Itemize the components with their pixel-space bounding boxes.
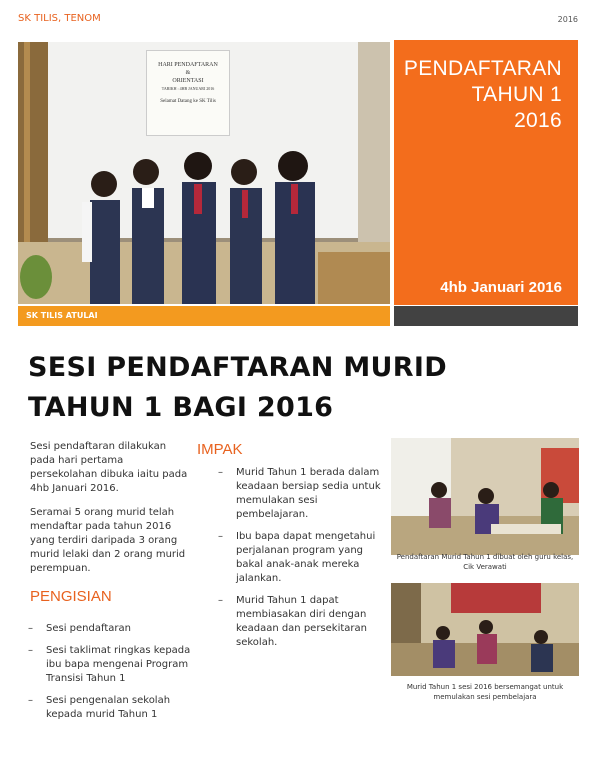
- intro-paragraph-2: Seramai 5 orang murid telah mendaftar pada tahun 2016 yang terdiri daripada 3 orang murid lelaki dan 2 orang murid perempuan.: [30, 507, 186, 574]
- impak-heading: IMPAK: [197, 441, 243, 458]
- classroom-photo: [391, 583, 579, 676]
- sign-line-5: Selamat Datang ke SK Tilis: [160, 99, 216, 104]
- photo2-caption: Pendaftaran Murid Tahun 1 dibuat oleh guru kelas, Cik Verawati: [396, 553, 574, 571]
- registration-photo: [391, 438, 579, 555]
- sign-line-4: TARIKH : 4HB JANUARI 2016: [161, 86, 215, 91]
- sign-line-3: ORIENTASI: [172, 78, 204, 84]
- list-item: – Sesi taklimat ringkas kepada ibu bapa mengenai Program Transisi Tahun 1: [28, 644, 198, 686]
- list-item: – Ibu bapa dapat mengetahui perjalanan program yang bakal anak-anak mereka jalankan.: [218, 530, 388, 586]
- pengisian-heading: PENGISIAN: [30, 588, 112, 605]
- hero-date: 4hb Januari 2016: [440, 279, 562, 296]
- list-item: – Murid Tahun 1 berada dalam keadaan bersiap sedia untuk memulakan sesi pembelajaran.: [218, 466, 388, 522]
- school-name: SK TILIS, TENOM: [18, 13, 101, 24]
- main-photo: [18, 42, 390, 304]
- sign-line-1: HARI PENDAFTARAN: [158, 62, 218, 68]
- intro-paragraph-1: Sesi pendaftaran dilakukan pada hari pertama persekolahan dibuka iaitu pada 4hb Januari 2016.: [30, 441, 188, 494]
- hero-title-line-3: 2016: [514, 109, 562, 132]
- photo3-caption: Murid Tahun 1 sesi 2016 bersemangat untuk memulakan sesi pembelajara: [406, 683, 564, 701]
- headline-line-2: TAHUN 1 BAGI 2016: [28, 392, 334, 423]
- list-item: – Sesi pengenalan sekolah kepada murid Tahun 1: [28, 694, 198, 722]
- list-item: – Murid Tahun 1 dapat membiasakan diri dengan keadaan dan persekitaran sekolah.: [218, 594, 388, 650]
- page-headline: [28, 348, 488, 428]
- strip-orange: [18, 306, 390, 326]
- welcome-sign: [146, 50, 230, 136]
- header-year: 2016: [557, 15, 578, 24]
- hero-title-line-2: TAHUN 1: [471, 83, 562, 106]
- list-item: – Sesi pendaftaran: [28, 622, 198, 636]
- hero-title: [404, 56, 562, 134]
- impak-list: [218, 466, 388, 658]
- headline-line-1: SESI PENDAFTARAN MURID: [28, 352, 447, 383]
- hero-title-line-1: PENDAFTARAN: [403, 57, 562, 80]
- sign-line-2: &: [185, 70, 191, 76]
- pengisian-list: [28, 622, 198, 730]
- strip-label: SK TILIS ATULAI: [26, 311, 98, 320]
- title-panel: [394, 40, 578, 305]
- strip-dark: [394, 306, 578, 326]
